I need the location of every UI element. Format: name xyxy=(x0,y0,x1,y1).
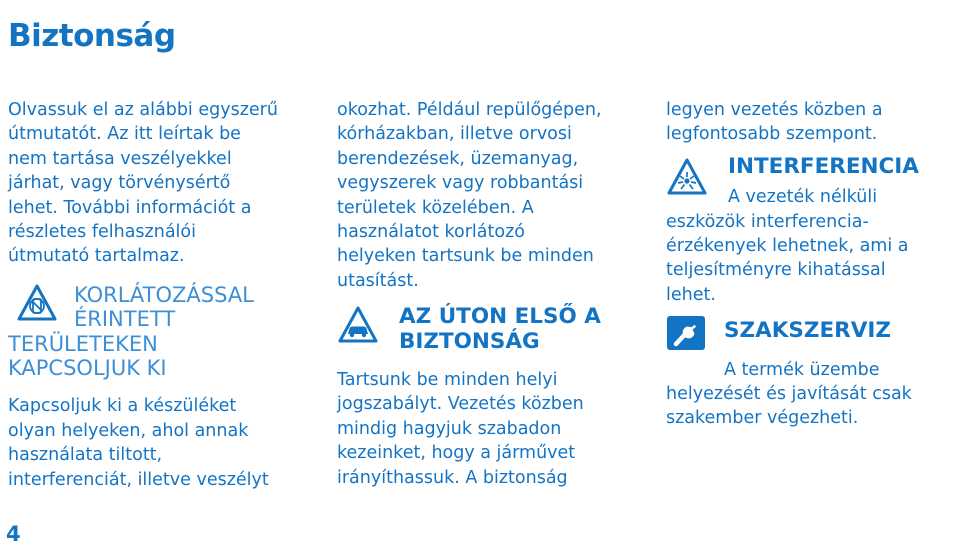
interference-body-line: érzékenyek lehetnek, ami a xyxy=(666,236,909,257)
interference-body-line: eszközök interferencia- xyxy=(666,211,869,232)
restricted-heading-line: KORLÁTOZÁSSAL xyxy=(74,282,254,307)
restricted-heading-line: TERÜLETEKEN xyxy=(8,331,158,356)
interference-body-line: teljesítményre kihatással xyxy=(666,260,886,281)
column-3 xyxy=(666,98,956,431)
restricted-body-line: olyan helyeken, ahol annak xyxy=(8,420,249,441)
road-heading-line: BIZTONSÁG xyxy=(399,328,540,354)
restricted-body-line: okozhat. Például repülőgépen, xyxy=(337,100,602,120)
road-heading xyxy=(337,305,647,354)
service-body-line: helyezését és javítását csak xyxy=(666,384,912,405)
restricted-body-line: utasítást. xyxy=(337,270,419,291)
restricted-body-line: területek közelében. A xyxy=(337,197,534,218)
road-body xyxy=(337,368,647,490)
intro-line: nem tartása veszélyekkel xyxy=(8,148,232,169)
restricted-body-line: kórházakban, illetve orvosi xyxy=(337,124,572,145)
intro-line: útmutató tartalmaz. xyxy=(8,246,185,267)
column-2 xyxy=(337,98,647,490)
intro-line: Olvassuk el az alábbi egyszerű xyxy=(8,100,278,120)
page-number: 4 xyxy=(6,522,21,546)
service-body-line: szakember végezheti. xyxy=(666,408,859,429)
interference-body-line: A vezeték nélküli xyxy=(728,187,878,208)
page-title: Biztonság xyxy=(8,18,176,54)
road-body-line: mindig hagyjuk szabadon xyxy=(337,418,562,439)
no-phone-warning-icon xyxy=(16,283,58,323)
restricted-body xyxy=(8,394,313,492)
restricted-heading xyxy=(8,283,313,381)
road-body-line: legyen vezetés közben a xyxy=(666,100,883,120)
service-heading-text: SZAKSZERVIZ xyxy=(724,318,891,344)
intro-line: lehet. További információt a xyxy=(8,197,252,218)
restricted-body-line: vegyszerek vagy robbantási xyxy=(337,173,584,194)
road-body-line: jogszabályt. Vezetés közben xyxy=(337,394,584,415)
intro-line: útmutatót. Az itt leírtak be xyxy=(8,124,241,145)
service-heading xyxy=(666,319,956,343)
road-body-line: irányíthassuk. A biztonság xyxy=(337,467,568,488)
road-body-line: Tartsunk be minden helyi xyxy=(337,370,558,391)
intro-line: részletes felhasználói xyxy=(8,222,196,243)
wrench-icon xyxy=(666,315,706,351)
service-body xyxy=(666,358,956,431)
interference-heading-text: INTERFERENCIA xyxy=(728,153,919,179)
interference-heading xyxy=(666,155,956,179)
road-heading-line: AZ ÚTON ELSŐ A xyxy=(399,304,601,330)
restricted-body-line: használatot korlátozó xyxy=(337,222,525,243)
interference-warning-icon xyxy=(666,157,708,197)
service-body-line: A termék üzembe xyxy=(724,359,880,380)
restricted-body-line: interferenciát, illetve veszélyt xyxy=(8,469,269,490)
restricted-body-line: helyeken tartsunk be minden xyxy=(337,246,594,267)
restricted-heading-line: ÉRINTETT xyxy=(74,307,176,332)
car-warning-icon xyxy=(337,305,379,345)
interference-body xyxy=(666,185,956,307)
restricted-body-line: használata tiltott, xyxy=(8,445,163,466)
road-body-line: legfontosabb szempont. xyxy=(666,124,878,145)
restricted-heading-line: KAPCSOLJUK KI xyxy=(8,356,167,381)
interference-body-line: lehet. xyxy=(666,284,716,305)
restricted-body-line: berendezések, üzemanyag, xyxy=(337,148,579,169)
road-body-line: kezeinket, hogy a járművet xyxy=(337,443,576,464)
column-1 xyxy=(8,98,313,492)
intro-line: járhat, vagy törvénysértő xyxy=(8,173,231,194)
restricted-body-line: Kapcsoljuk ki a készüléket xyxy=(8,396,237,417)
